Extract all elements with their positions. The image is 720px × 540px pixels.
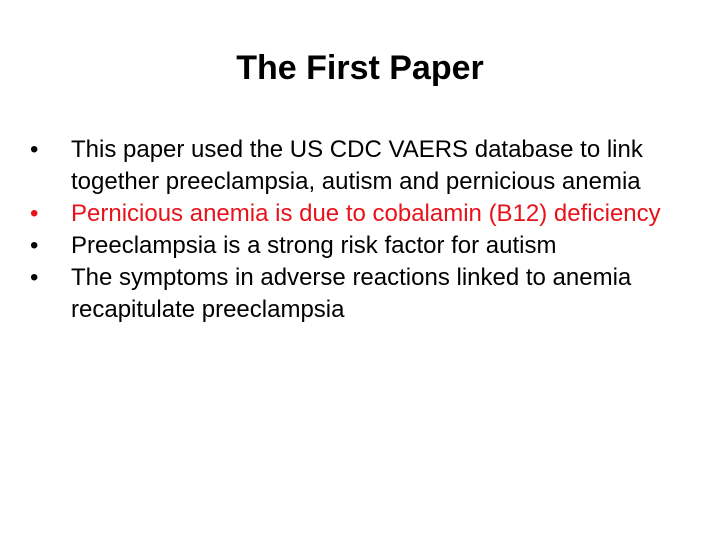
bullet-item-highlighted — [30, 198, 690, 230]
bullet-item — [30, 230, 690, 262]
bullet-text: The symptoms in adverse reactions linked to anemia recapitulate preeclampsia — [71, 264, 632, 323]
bullet-text: Pernicious anemia is due to cobalamin (B12) deficiency — [71, 200, 661, 227]
bullet-item — [30, 262, 690, 326]
bullet-item — [30, 134, 690, 198]
slide-title: The First Paper — [236, 49, 484, 87]
bullet-marker: • — [30, 232, 39, 259]
bullet-marker: • — [30, 264, 39, 291]
bullet-list — [30, 134, 690, 326]
bullet-marker: • — [30, 136, 39, 163]
bullet-marker: • — [30, 200, 39, 227]
bullet-text: Preeclampsia is a strong risk factor for autism — [71, 232, 557, 259]
bullet-text: This paper used the US CDC VAERS database to link together preeclampsia, autism and pernicious anemia — [71, 136, 643, 195]
